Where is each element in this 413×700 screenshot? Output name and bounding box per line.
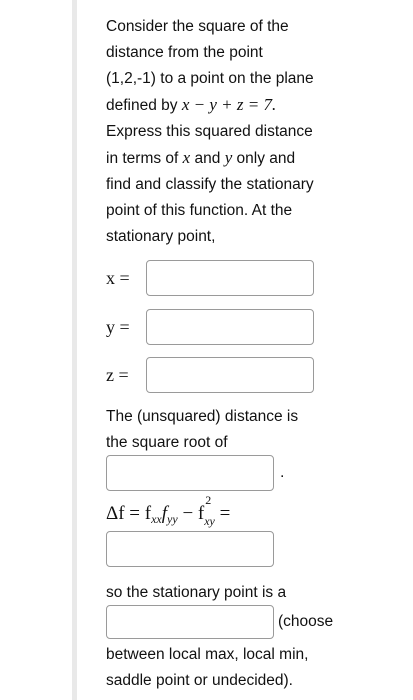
equals-sign: = bbox=[214, 503, 231, 524]
left-border bbox=[72, 0, 77, 700]
subsup-xy bbox=[204, 493, 215, 528]
subscript-xy: xy bbox=[204, 514, 215, 528]
f-symbol: f bbox=[161, 503, 168, 524]
question-line: find and classify the stationary bbox=[106, 176, 314, 193]
classification-answer-input[interactable] bbox=[106, 605, 274, 639]
classification-line: between local max, local min, bbox=[106, 646, 309, 663]
var-y: y bbox=[224, 148, 233, 167]
question-line: (1,2,-1) to a point on the plane bbox=[106, 70, 314, 87]
minus-f: − f bbox=[177, 503, 205, 524]
z-answer-row bbox=[106, 357, 314, 393]
terms-line bbox=[106, 145, 406, 172]
distance-text bbox=[106, 404, 298, 456]
y-answer-row bbox=[106, 309, 314, 345]
x-answer-row bbox=[106, 260, 314, 296]
discriminant-formula bbox=[106, 493, 231, 528]
y-label: y = bbox=[106, 316, 130, 337]
classification-answer-row bbox=[106, 605, 333, 639]
z-label: z = bbox=[106, 364, 129, 385]
question-line: point of this function. At the bbox=[106, 202, 293, 219]
defined-prefix: defined by bbox=[106, 97, 182, 114]
terms-prefix: in terms of bbox=[106, 150, 183, 167]
x-label: x = bbox=[106, 267, 130, 288]
y-answer-input[interactable] bbox=[146, 309, 314, 345]
classification-line1: so the stationary point is a bbox=[106, 584, 287, 601]
distance-period: . bbox=[280, 464, 285, 481]
discriminant-answer-input[interactable] bbox=[106, 531, 274, 567]
distance-answer-row bbox=[106, 455, 284, 491]
plane-equation: x − y + z = 7. bbox=[181, 95, 277, 114]
superscript-2: 2 bbox=[205, 493, 212, 507]
discriminant-answer-row bbox=[106, 531, 274, 567]
question-line: Consider the square of the bbox=[106, 18, 289, 35]
distance-answer-input[interactable] bbox=[106, 455, 274, 491]
subscript-yy: yy bbox=[167, 512, 178, 526]
var-x: x bbox=[182, 148, 191, 167]
discriminant-lhs: Δf = f bbox=[106, 503, 152, 524]
x-answer-input[interactable] bbox=[146, 260, 314, 296]
and-word: and bbox=[190, 150, 225, 167]
choose-text: (choose bbox=[278, 613, 334, 630]
classification-instructions bbox=[106, 642, 308, 694]
question-line: stationary point, bbox=[106, 228, 216, 245]
z-answer-input[interactable] bbox=[146, 357, 314, 393]
plane-definition-line bbox=[106, 92, 406, 119]
question-line: distance from the point bbox=[106, 44, 263, 61]
question-line: Express this squared distance bbox=[106, 123, 313, 140]
question-text bbox=[106, 14, 406, 250]
distance-line: The (unsquared) distance is bbox=[106, 408, 299, 425]
distance-line: the square root of bbox=[106, 434, 228, 451]
terms-suffix: only and bbox=[232, 150, 296, 167]
subscript-xx: xx bbox=[151, 512, 162, 526]
classification-line: saddle point or undecided). bbox=[106, 672, 293, 689]
